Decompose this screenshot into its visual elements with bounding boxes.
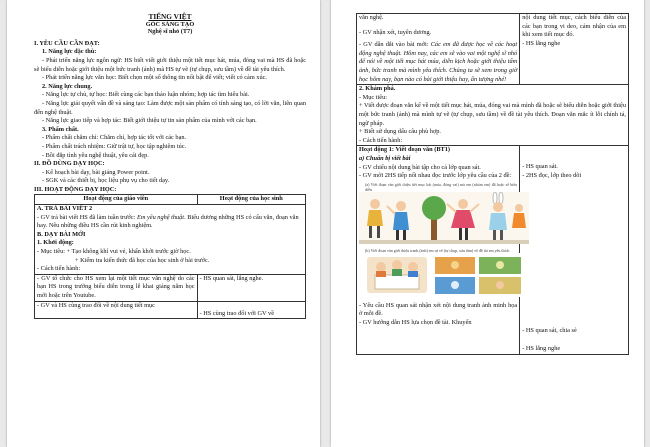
equipment-paragraph-2: - SGK và các thiết bị, học liệu phụ vụ cho tiết dạy.	[42, 177, 170, 185]
start-heading: 1. Khởi động:	[37, 239, 74, 247]
table-row	[35, 301, 306, 319]
teacher-cell-text: - Yêu cầu HS quan sát nhận xét nội dung tranh ảnh minh họa ở mỗi đề.	[359, 301, 518, 318]
activities-heading: III. HOẠT ĐỘNG DẠY HỌC:	[34, 185, 117, 193]
obj1-heading: 1. Năng lực đặc thù:	[42, 48, 97, 56]
start-paragraph-2: + Kiểm tra kiến thức đã học của học sinh ở bài trước.	[75, 256, 210, 264]
teacher-cell	[357, 14, 520, 85]
explore-heading: 2. Khám phá.	[359, 85, 396, 93]
student-cell-text: - HS lắng nghe	[522, 39, 561, 47]
obj1-paragraph-2: - Phát triển năng lực văn học: Biết chọn một số thông tin nổi bật để viết; viết có cảm xúc.	[42, 74, 267, 82]
obj2-paragraph-1: - Năng lực tự chủ, tự học: Biết cùng các bạn thảo luận nhóm; hợp tác tìm hiểu bài.	[42, 91, 250, 99]
table-row	[357, 14, 629, 85]
section-a-text-2: . Biểu dương những HS có cấu văn, đoạn văn hay. Nêu những điều HS cần rút kinh nghiệm.	[37, 213, 299, 230]
table-row	[357, 85, 629, 146]
activity1-heading: Hoạt động 1: Viết đoạn văn (BT1)	[359, 146, 450, 154]
activity1-subheading: a) Chuẩn bị viết bài	[359, 154, 411, 162]
activities-table-left	[34, 194, 306, 319]
teacher-cell-text: - GV chiếu nội dung bài tập cho cả lớp quan sát.	[359, 163, 481, 171]
explore-cell	[357, 85, 629, 146]
student-cell-text: - HS quan sát.	[522, 163, 558, 171]
section-b-heading: B. DẠY BÀI MỚI	[37, 230, 86, 238]
teacher-cell-text: - GV hướng dẫn HS lựa chọn đề tài. Khuyến	[359, 319, 472, 327]
start-paragraph-3: - Cách tiến hành:	[37, 265, 81, 273]
intro-text-em: Các em đã được học về các hoạt động nghệ thuật. Hôm nay, các em sẽ vào vai một nghệ sĩ nhỏ để nói về một tiết mục hát múa, diễn kịch hoặc giới thiệu tấm ảnh, bức tranh mà mình yêu thích. Chúng ta sẽ xem trong giờ học hôm nay, bạn nào có bài giới thiệu hay, ấn tượng nhé!	[359, 41, 518, 83]
teacher-cell-text	[359, 41, 517, 84]
student-column-header: Hoạt động của học sinh	[197, 195, 305, 205]
left-page	[7, 0, 320, 447]
teacher-cell-text: - GV nhận xét, tuyên dương.	[359, 28, 432, 36]
section-a-heading: A. TRẢ BÀI VIẾT 2	[37, 205, 93, 213]
section-a-paragraph	[37, 214, 303, 231]
illustration-performance	[359, 182, 517, 248]
section-title: GÓC SÁNG TẠO	[145, 20, 195, 28]
illustration-caption-b: (b) Viết đoạn văn giới thiệu tranh (ảnh) em tự vẽ (tự chụp, sưu tầm) về đề tài em yêu thích	[365, 248, 510, 254]
student-cell-text: - 2HS đọc, lớp theo dõi	[522, 171, 582, 179]
teacher-cell: - GV và HS cùng trao đổi về nội dung tiết mục	[35, 301, 198, 319]
student-cell-text: - HS quan sát, chia sẻ	[522, 326, 577, 334]
teacher-cell: - GV tổ chức cho HS xem lại một tiết mục văn nghệ do các bạn HS trong trường biểu diễn trong lễ khai giảng năm học mới hoặc trên Youtube.	[35, 274, 198, 301]
obj2-paragraph-3: - Năng lực giao tiếp và hợp tác: Biết giới thiệu tự tin sản phẩm của mình với các bạn.	[42, 117, 257, 125]
subject-title: TIẾNG VIỆT	[148, 12, 192, 21]
section-a-text-1: - GV trả bài viết HS đã làm tuần trước:	[37, 213, 138, 221]
student-cell	[520, 14, 629, 85]
obj3-paragraph-1: - Phẩm chất chăm chỉ: Chăm chỉ, hợp tác tốt với các bạn.	[42, 134, 187, 142]
student-cell-text: nội dung tiết mục, cách biểu diễn của các bạn trong vi deo, cảm nhận của em khi xem tiết mục đó.	[522, 14, 626, 39]
student-cell: - HS quan sát, lắng nghe.	[197, 274, 305, 301]
obj2-paragraph-2: - Năng lực giải quyết vấn đề và sáng tạo: Làm được một sản phẩm có tính sáng tạo, có lời văn, liên quan đến nghệ thuật.	[34, 99, 306, 116]
start-paragraph-1: - Mục tiêu: + Tạo không khí vui vẻ, khấn khởi trước giờ học.	[37, 248, 191, 256]
table-header-row	[35, 195, 306, 205]
section-a-text-em: Em yêu nghệ thuật	[137, 213, 185, 221]
lesson-title: Nghệ sĩ nhỏ (T7)	[147, 28, 193, 36]
right-page-content	[356, 13, 629, 355]
table-row	[35, 205, 306, 275]
student-cell	[520, 146, 629, 354]
left-page-content	[34, 13, 306, 319]
teacher-cell	[357, 146, 520, 354]
illustration-caption-a: (a) Viết đoạn văn giới thiệu tiết mục hát (múa, đóng vai) mà em (nhóm em) đã hoặc sẽ biểu diễn	[365, 181, 518, 192]
section-a-cell	[35, 205, 306, 275]
intro-text: - GV dẫn dắt vào bài mới:	[359, 41, 431, 49]
drawing-photos-picture	[359, 253, 529, 297]
objectives-heading: I. YÊU CẦU CẦN ĐẠT:	[34, 39, 100, 47]
explore-paragraph-4: - Cách tiến hành:	[359, 136, 403, 144]
table-row	[357, 146, 629, 354]
performance-picture	[359, 192, 529, 244]
equipment-heading: II. ĐỒ DÙNG DẠY HỌC:	[34, 160, 105, 168]
table-row	[35, 274, 306, 301]
obj3-heading: 3. Phẩm chất.	[42, 125, 79, 133]
obj3-paragraph-3: - Bồi đắp tình yêu nghệ thuật, yêu cái đẹp.	[42, 151, 149, 159]
explore-paragraph-1: - Mục tiêu:	[359, 93, 387, 101]
teacher-column-header: Hoạt động của giáo viên	[35, 195, 198, 205]
obj2-heading: 2. Năng lực chung.	[42, 82, 93, 90]
obj1-paragraph-1: - Phát triển năng lực ngôn ngữ: HS biết viết giới thiệu một tiết mục hát, múa, đóng vai mà HS đã hoặc sẽ biểu diễn hoặc giới thiệu một bức tranh (ảnh) mà HS tự vẽ (tự chụp, sưu tầm) về đề tài yêu thích.	[34, 56, 306, 73]
right-page	[331, 0, 644, 447]
activities-table-right-top	[356, 13, 629, 355]
teacher-cell-text: - GV mời 2HS tiếp nối nhau đọc trước lớp yêu cầu của 2 đề:	[359, 172, 512, 180]
student-cell-text: - HS lắng nghe	[522, 345, 561, 353]
teacher-cell-text: văn nghệ.	[359, 14, 384, 21]
obj3-paragraph-2: - Phẩm chất trách nhiệm: Giữ trật tự, học tập nghiêm túc.	[42, 142, 187, 150]
student-cell: - HS cùng trao đổi với GV về	[197, 301, 305, 319]
illustration-drawing	[359, 248, 517, 301]
equipment-paragraph-1: - Kế hoạch bài dạy, bài giảng Power point.	[42, 168, 150, 176]
explore-paragraph-3: + Biết sử dụng dấu câu phù hợp.	[359, 128, 441, 136]
explore-paragraph-2: + Viết được đoạn văn kể về một tiết mục hát, múa, đóng vai mà mình đã hoặc sẽ biểu diễn hoặc giới thiệu một bức tranh (ảnh) mà mình tự vẽ (tự chụp, sưu tầm) về đề tài yêu thích. Đoạn văn mắc ít lỗi chính tả, ngữ pháp.	[359, 102, 626, 127]
